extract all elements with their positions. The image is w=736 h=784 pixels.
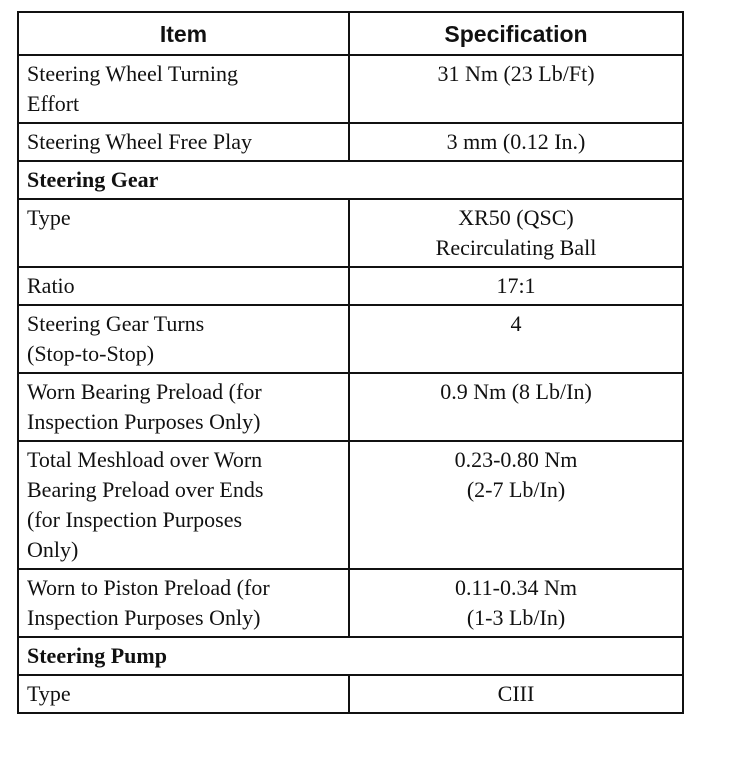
item-text-line: Inspection Purposes Only) xyxy=(27,605,261,630)
item-text-line: Inspection Purposes Only) xyxy=(27,409,261,434)
section-row xyxy=(18,161,683,199)
item-cell xyxy=(18,675,349,713)
item-cell xyxy=(18,373,349,441)
item-text-line: Steering Wheel Turning xyxy=(27,61,239,86)
specification-cell xyxy=(349,267,683,305)
specification-text-line: 17:1 xyxy=(496,273,536,298)
specification-text-line: 4 xyxy=(510,311,522,336)
item-text-line: (for Inspection Purposes xyxy=(27,507,243,532)
table-row xyxy=(18,569,683,637)
specification-text-line: (2-7 Lb/In) xyxy=(466,477,566,502)
specification-column-header: Specification xyxy=(349,12,683,55)
specification-text-line: 0.11-0.34 Nm xyxy=(454,575,577,600)
specification-text-line: (1-3 Lb/In) xyxy=(466,605,566,630)
table-body xyxy=(18,55,683,713)
specification-table xyxy=(17,11,684,714)
item-cell xyxy=(18,569,349,637)
specification-text-line: XR50 (QSC) xyxy=(458,205,574,230)
section-heading: Steering Pump xyxy=(18,637,683,675)
specification-cell xyxy=(349,123,683,161)
table-row xyxy=(18,123,683,161)
specification-text-line: Recirculating Ball xyxy=(435,235,597,260)
specification-cell xyxy=(349,675,683,713)
table-row xyxy=(18,675,683,713)
item-cell xyxy=(18,441,349,569)
item-text-line: Type xyxy=(27,205,71,230)
table-row xyxy=(18,267,683,305)
table-row xyxy=(18,55,683,123)
specification-cell xyxy=(349,373,683,441)
specification-text-line: 3 mm (0.12 In.) xyxy=(446,129,586,154)
table-row xyxy=(18,305,683,373)
table-row xyxy=(18,373,683,441)
specification-cell xyxy=(349,441,683,569)
specification-text-line: CIII xyxy=(497,681,535,706)
item-text-line: Worn to Piston Preload (for xyxy=(27,575,270,600)
item-cell xyxy=(18,123,349,161)
specification-cell xyxy=(349,305,683,373)
item-text-line: Only) xyxy=(27,537,79,562)
item-column-header: Item xyxy=(18,12,349,55)
item-cell xyxy=(18,199,349,267)
item-text-line: Total Meshload over Worn xyxy=(27,447,263,472)
item-text-line: Ratio xyxy=(27,273,75,298)
specification-cell xyxy=(349,55,683,123)
specification-cell xyxy=(349,569,683,637)
specification-text-line: 0.9 Nm (8 Lb/In) xyxy=(440,379,592,404)
item-cell xyxy=(18,55,349,123)
section-row xyxy=(18,637,683,675)
item-cell xyxy=(18,267,349,305)
item-text-line: Steering Wheel Free Play xyxy=(27,129,253,154)
specification-text-line: 31 Nm (23 Lb/Ft) xyxy=(437,61,595,86)
table-row xyxy=(18,199,683,267)
item-text-line: Worn Bearing Preload (for xyxy=(27,379,262,404)
item-cell xyxy=(18,305,349,373)
specification-text-line: 0.23-0.80 Nm xyxy=(454,447,578,472)
item-text-line: Effort xyxy=(27,91,80,116)
item-text-line: (Stop-to-Stop) xyxy=(27,341,155,366)
item-text-line: Steering Gear Turns xyxy=(27,311,205,336)
section-heading: Steering Gear xyxy=(18,161,683,199)
table-row xyxy=(18,441,683,569)
item-text-line: Type xyxy=(27,681,71,706)
header-row xyxy=(18,12,683,55)
item-text-line: Bearing Preload over Ends xyxy=(27,477,264,502)
specification-cell xyxy=(349,199,683,267)
